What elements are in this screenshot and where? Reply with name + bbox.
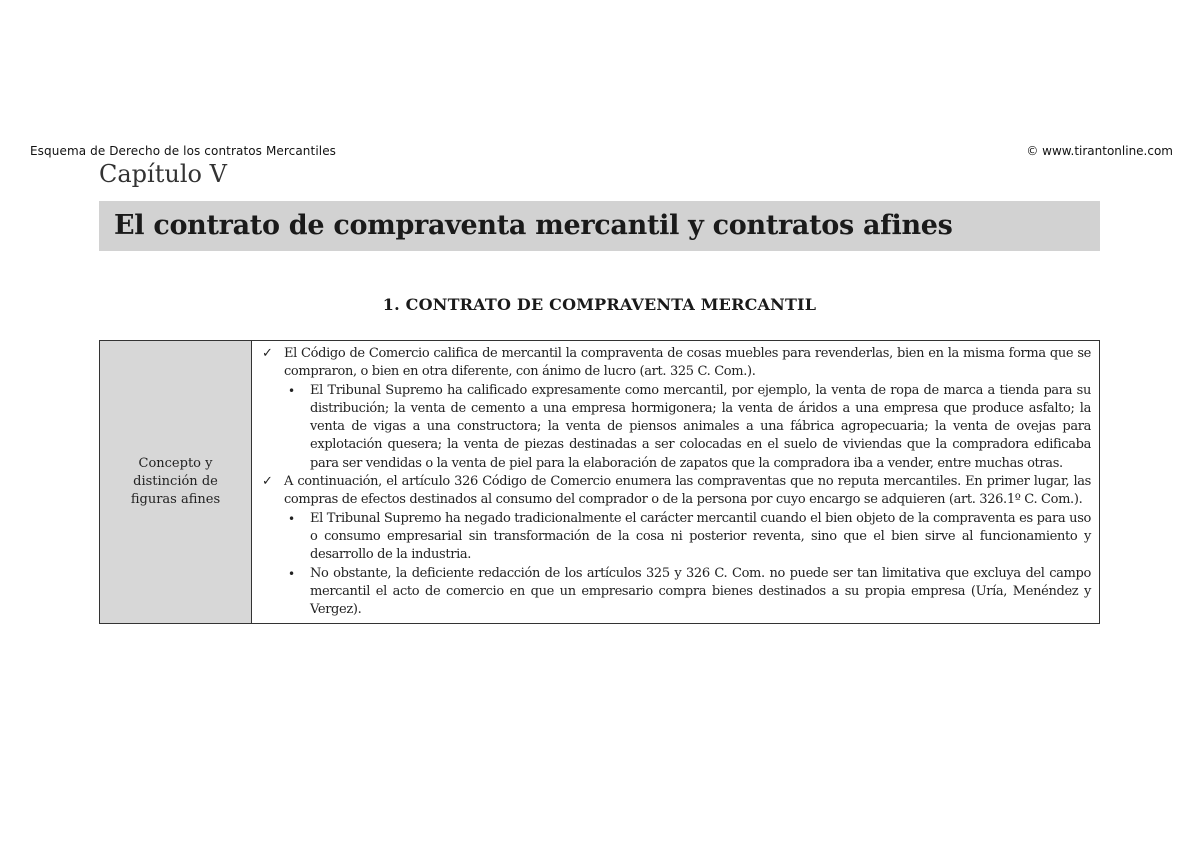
list-item-text: A continuación, el artículo 326 Código de Comercio enumera las compraventas que no reputa mercantiles. En primer lugar, las compras de efectos destinados al consumo del comprador o de la persona por cuyo encargo se adquieren (art. 326.1º C. Com.). xyxy=(284,474,1091,508)
bullet-icon: • xyxy=(288,511,295,526)
chapter-title: El contrato de compraventa mercantil y contratos afines xyxy=(114,210,953,241)
list-item-text: El Código de Comercio califica de mercantil la compraventa de cosas muebles para revenderlas, bien en la misma forma que se compraron, o bien en otra diferente, con ánimo de lucro (art. 325 C. Com.). xyxy=(284,346,1091,380)
list-item xyxy=(260,565,1091,620)
list-item xyxy=(260,473,1091,510)
checkmark-icon: ✓ xyxy=(262,474,273,490)
row-body-cell xyxy=(252,341,1100,624)
bullet-icon: • xyxy=(288,383,295,398)
list-item-text: El Tribunal Supremo ha calificado expresamente como mercantil, por ejemplo, la venta de ropa de marca a tienda para su distribución; la venta de cemento a una empresa hormigonera; la venta de áridos a una empresa que produce asfalto; la venta de vigas a una constructora; la venta de piensos animales a una fábrica agropecuaria; la venta de ovejas para explotación quesera; la venta de piezas destinadas a ser colocadas en el suelo de viviendas que la compradora edificaba para ser vendidas o la venta de piel para la elaboración de zapatos que la compradora iba a vender, entre muchas otras. xyxy=(310,382,1091,471)
checkmark-icon: ✓ xyxy=(262,346,273,361)
content-table xyxy=(99,340,1100,624)
running-header-copyright: © www.tirantonline.com xyxy=(1026,144,1173,158)
section-title: 1. CONTRATO DE COMPRAVENTA MERCANTIL xyxy=(382,295,817,314)
chapter-title-bar xyxy=(99,201,1100,251)
running-header-title: Esquema de Derecho de los contratos Mercantiles xyxy=(30,144,337,158)
list-item-text: No obstante, la deficiente redacción de los artículos 325 y 326 C. Com. no puede ser tan limitativa que excluya del campo mercantil el acto de comercio en que un empresario compra bienes destinados a su propia empresa (Uría, Menéndez y Vergez). xyxy=(310,565,1091,618)
list-item xyxy=(260,510,1091,565)
list-item-text: El Tribunal Supremo ha negado tradicionalmente el carácter mercantil cuando el bien objeto de la compraventa es para uso o consumo empresarial sin transformación de la cosa ni posterior reventa, sino que el bien sirve al funcionamiento y desarrollo de la industria. xyxy=(310,510,1091,563)
row-label: Concepto y distinción de figuras afines xyxy=(130,456,221,508)
list-item xyxy=(260,382,1091,473)
list-item xyxy=(260,345,1091,382)
chapter-label: Capítulo V xyxy=(99,160,227,188)
row-label-cell xyxy=(100,341,252,624)
table-row xyxy=(100,341,1100,624)
bullet-icon: • xyxy=(288,566,295,581)
